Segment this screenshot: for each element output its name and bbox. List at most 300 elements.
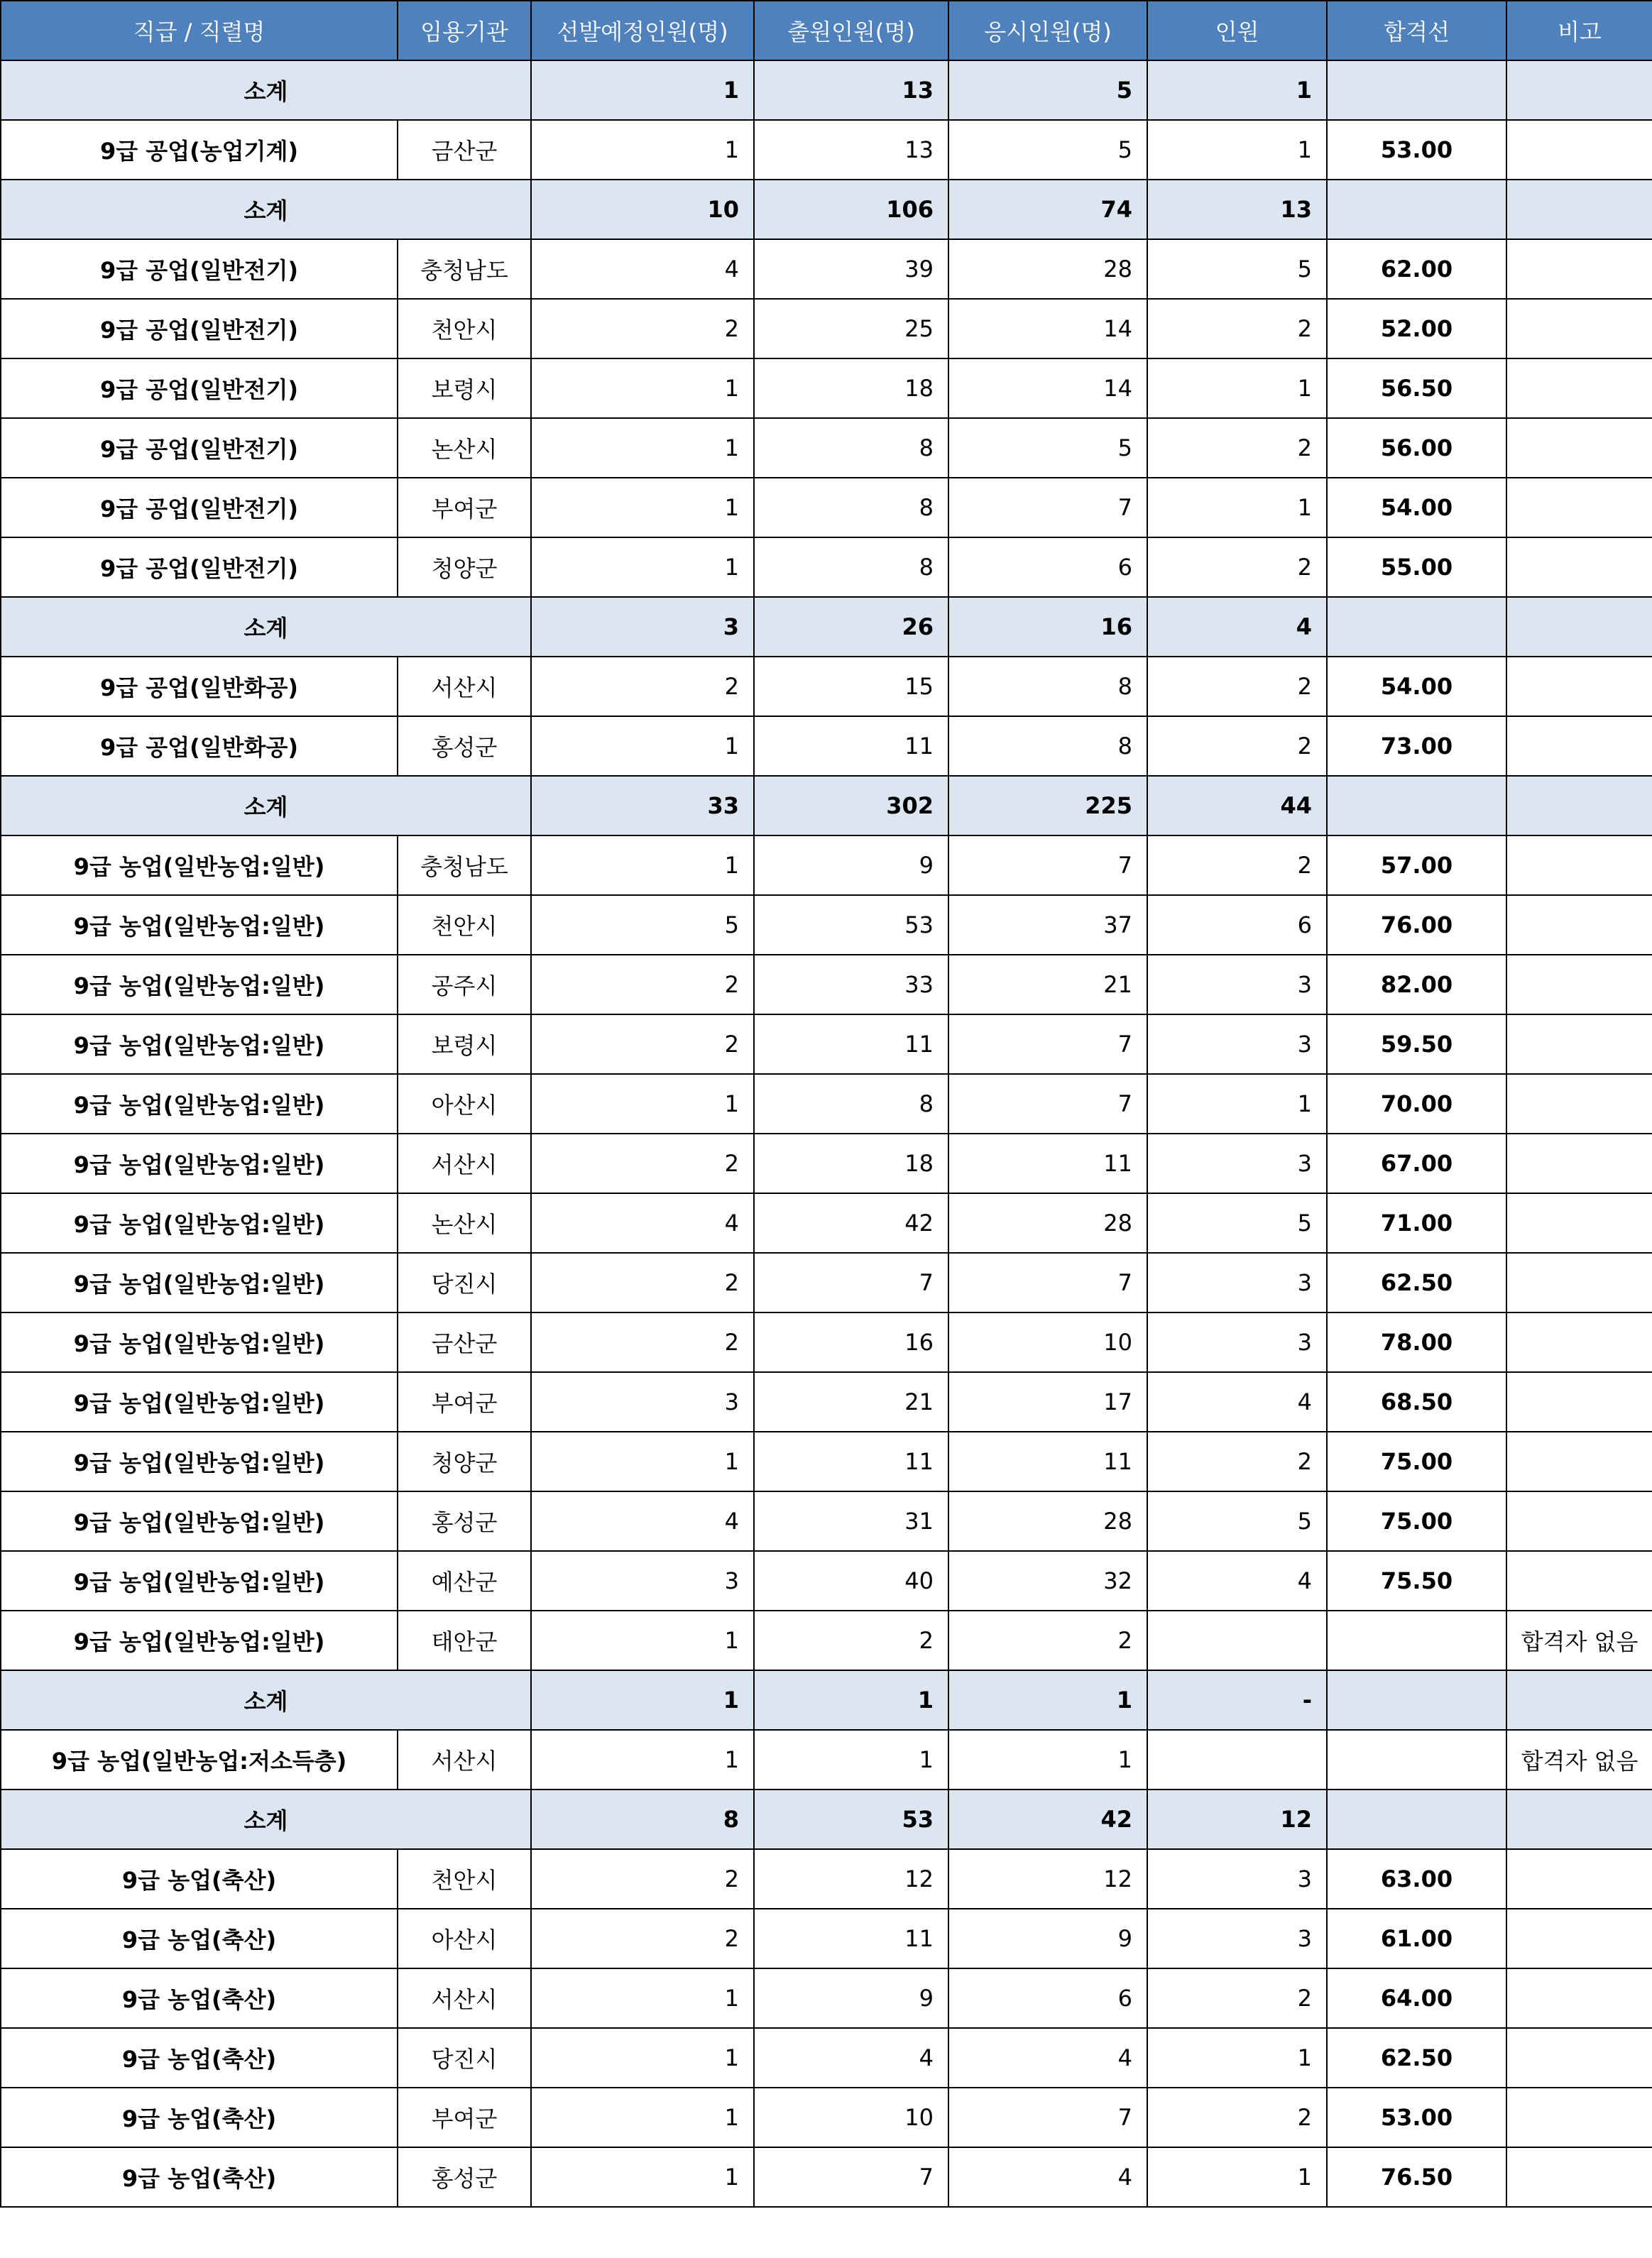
cutoff-cell: 67.00 <box>1327 1134 1506 1193</box>
passed-cell: 5 <box>1147 239 1327 299</box>
note-cell <box>1506 1551 1652 1611</box>
planned-cell: 1 <box>531 478 754 537</box>
note-cell <box>1506 1491 1652 1551</box>
passed-cell: 5 <box>1147 1491 1327 1551</box>
note-cell <box>1506 1909 1652 1968</box>
table-row <box>1 1968 1652 2028</box>
cutoff-cell: 53.00 <box>1327 2088 1506 2147</box>
subtotal-label: 소계 <box>1 1790 531 1849</box>
passed-cell: 2 <box>1147 835 1327 895</box>
planned-cell: 5 <box>531 895 754 955</box>
header-planned: 선발예정인원(명) <box>531 1 754 60</box>
table-row <box>1 2088 1652 2147</box>
cutoff-cell: 76.50 <box>1327 2147 1506 2207</box>
cutoff-cell: 82.00 <box>1327 955 1506 1014</box>
org-cell: 홍성군 <box>398 716 531 776</box>
applied-cell: 7 <box>754 2147 948 2207</box>
table-row <box>1 1134 1652 1193</box>
subtotal-row <box>1 180 1652 239</box>
table-row <box>1 657 1652 716</box>
tested-cell: 8 <box>948 716 1147 776</box>
tested-cell: 74 <box>948 180 1147 239</box>
tested-cell: 28 <box>948 239 1147 299</box>
planned-cell: 2 <box>531 1849 754 1909</box>
applied-cell: 9 <box>754 835 948 895</box>
passed-cell: 3 <box>1147 955 1327 1014</box>
passed-cell: 1 <box>1147 60 1327 120</box>
table-row <box>1 1253 1652 1312</box>
cutoff-cell: 56.50 <box>1327 358 1506 418</box>
passed-cell: 1 <box>1147 1074 1327 1134</box>
table-row <box>1 895 1652 955</box>
position-cell: 9급 공업(일반전기) <box>1 239 398 299</box>
note-cell <box>1506 657 1652 716</box>
position-cell: 9급 농업(일반농업:저소득층) <box>1 1730 398 1790</box>
position-cell: 9급 농업(축산) <box>1 2028 398 2088</box>
table-row <box>1 716 1652 776</box>
cutoff-cell <box>1327 776 1506 835</box>
org-cell: 서산시 <box>398 1134 531 1193</box>
applied-cell: 53 <box>754 1790 948 1849</box>
position-cell: 9급 공업(일반화공) <box>1 716 398 776</box>
cutoff-cell: 55.00 <box>1327 537 1506 597</box>
applied-cell: 4 <box>754 2028 948 2088</box>
org-cell: 서산시 <box>398 657 531 716</box>
org-cell: 금산군 <box>398 1312 531 1372</box>
note-cell <box>1506 2088 1652 2147</box>
table-row <box>1 1491 1652 1551</box>
note-cell <box>1506 1372 1652 1432</box>
table-row <box>1 1372 1652 1432</box>
org-cell: 천안시 <box>398 299 531 358</box>
position-cell: 9급 농업(일반농업:일반) <box>1 1611 398 1670</box>
cutoff-cell: 61.00 <box>1327 1909 1506 1968</box>
passed-cell: 4 <box>1147 1551 1327 1611</box>
note-cell <box>1506 60 1652 120</box>
org-cell: 금산군 <box>398 120 531 180</box>
tested-cell: 28 <box>948 1193 1147 1253</box>
note-cell <box>1506 2028 1652 2088</box>
planned-cell: 2 <box>531 299 754 358</box>
table-row <box>1 955 1652 1014</box>
tested-cell: 6 <box>948 1968 1147 2028</box>
passed-cell: 3 <box>1147 1312 1327 1372</box>
position-cell: 9급 농업(일반농업:일반) <box>1 1134 398 1193</box>
cutoff-cell <box>1327 1790 1506 1849</box>
planned-cell: 2 <box>531 1253 754 1312</box>
org-cell: 공주시 <box>398 955 531 1014</box>
cutoff-cell: 70.00 <box>1327 1074 1506 1134</box>
org-cell: 아산시 <box>398 1074 531 1134</box>
applied-cell: 16 <box>754 1312 948 1372</box>
position-cell: 9급 농업(일반농업:일반) <box>1 1491 398 1551</box>
tested-cell: 17 <box>948 1372 1147 1432</box>
table-row <box>1 239 1652 299</box>
org-cell: 논산시 <box>398 418 531 478</box>
passed-cell: 4 <box>1147 597 1327 657</box>
applied-cell: 26 <box>754 597 948 657</box>
position-cell: 9급 공업(일반전기) <box>1 418 398 478</box>
tested-cell: 42 <box>948 1790 1147 1849</box>
applied-cell: 2 <box>754 1611 948 1670</box>
cutoff-cell: 62.00 <box>1327 239 1506 299</box>
note-cell <box>1506 418 1652 478</box>
tested-cell: 16 <box>948 597 1147 657</box>
org-cell: 홍성군 <box>398 1491 531 1551</box>
cutoff-cell: 53.00 <box>1327 120 1506 180</box>
tested-cell: 21 <box>948 955 1147 1014</box>
planned-cell: 1 <box>531 835 754 895</box>
position-cell: 9급 농업(일반농업:일반) <box>1 895 398 955</box>
subtotal-label: 소계 <box>1 597 531 657</box>
cutoff-cell: 54.00 <box>1327 657 1506 716</box>
subtotal-label: 소계 <box>1 776 531 835</box>
table-row <box>1 1849 1652 1909</box>
cutoff-cell <box>1327 1670 1506 1730</box>
applied-cell: 53 <box>754 895 948 955</box>
note-cell <box>1506 2147 1652 2207</box>
passed-cell: 2 <box>1147 657 1327 716</box>
table-row <box>1 358 1652 418</box>
applied-cell: 1 <box>754 1670 948 1730</box>
position-cell: 9급 농업(축산) <box>1 2088 398 2147</box>
position-cell: 9급 공업(일반화공) <box>1 657 398 716</box>
org-cell: 아산시 <box>398 1909 531 1968</box>
tested-cell: 1 <box>948 1730 1147 1790</box>
table-row <box>1 1611 1652 1670</box>
tested-cell: 7 <box>948 835 1147 895</box>
cutoff-cell: 75.00 <box>1327 1432 1506 1491</box>
cutoff-cell: 78.00 <box>1327 1312 1506 1372</box>
position-cell: 9급 농업(축산) <box>1 2147 398 2207</box>
tested-cell: 6 <box>948 537 1147 597</box>
passed-cell: 1 <box>1147 2028 1327 2088</box>
org-cell: 당진시 <box>398 2028 531 2088</box>
subtotal-label: 소계 <box>1 60 531 120</box>
position-cell: 9급 공업(일반전기) <box>1 478 398 537</box>
passed-cell: 3 <box>1147 1014 1327 1074</box>
header-applied: 출원인원(명) <box>754 1 948 60</box>
tested-cell: 32 <box>948 1551 1147 1611</box>
planned-cell: 1 <box>531 1670 754 1730</box>
position-cell: 9급 공업(일반전기) <box>1 537 398 597</box>
cutoff-cell: 52.00 <box>1327 299 1506 358</box>
tested-cell: 7 <box>948 478 1147 537</box>
applied-cell: 11 <box>754 1014 948 1074</box>
applied-cell: 10 <box>754 2088 948 2147</box>
applied-cell: 7 <box>754 1253 948 1312</box>
applied-cell: 11 <box>754 1909 948 1968</box>
passed-cell: 3 <box>1147 1253 1327 1312</box>
planned-cell: 2 <box>531 1312 754 1372</box>
planned-cell: 3 <box>531 597 754 657</box>
applied-cell: 42 <box>754 1193 948 1253</box>
org-cell: 충청남도 <box>398 239 531 299</box>
planned-cell: 2 <box>531 1134 754 1193</box>
planned-cell: 2 <box>531 1014 754 1074</box>
cutoff-cell <box>1327 180 1506 239</box>
subtotal-row <box>1 1790 1652 1849</box>
note-cell <box>1506 1312 1652 1372</box>
table-row <box>1 120 1652 180</box>
note-cell <box>1506 895 1652 955</box>
applied-cell: 11 <box>754 716 948 776</box>
planned-cell: 1 <box>531 418 754 478</box>
applied-cell: 15 <box>754 657 948 716</box>
applied-cell: 31 <box>754 1491 948 1551</box>
applied-cell: 1 <box>754 1730 948 1790</box>
passed-cell: 2 <box>1147 537 1327 597</box>
org-cell: 논산시 <box>398 1193 531 1253</box>
org-cell: 천안시 <box>398 1849 531 1909</box>
tested-cell: 5 <box>948 418 1147 478</box>
note-cell <box>1506 1968 1652 2028</box>
cutoff-cell <box>1327 1730 1506 1790</box>
position-cell: 9급 농업(축산) <box>1 1909 398 1968</box>
tested-cell: 10 <box>948 1312 1147 1372</box>
tested-cell: 11 <box>948 1432 1147 1491</box>
cutoff-cell: 75.50 <box>1327 1551 1506 1611</box>
tested-cell: 37 <box>948 895 1147 955</box>
table-row <box>1 1074 1652 1134</box>
subtotal-row <box>1 597 1652 657</box>
note-cell: 합격자 없음 <box>1506 1611 1652 1670</box>
position-cell: 9급 농업(일반농업:일반) <box>1 1014 398 1074</box>
note-cell <box>1506 120 1652 180</box>
applied-cell: 25 <box>754 299 948 358</box>
cutoff-cell: 57.00 <box>1327 835 1506 895</box>
passed-cell: 1 <box>1147 2147 1327 2207</box>
planned-cell: 1 <box>531 1968 754 2028</box>
table-row <box>1 835 1652 895</box>
planned-cell: 1 <box>531 2088 754 2147</box>
org-cell: 부여군 <box>398 2088 531 2147</box>
tested-cell: 5 <box>948 120 1147 180</box>
tested-cell: 28 <box>948 1491 1147 1551</box>
tested-cell: 7 <box>948 2088 1147 2147</box>
cutoff-cell: 76.00 <box>1327 895 1506 955</box>
cutoff-cell: 63.00 <box>1327 1849 1506 1909</box>
planned-cell: 33 <box>531 776 754 835</box>
applied-cell: 33 <box>754 955 948 1014</box>
applied-cell: 21 <box>754 1372 948 1432</box>
position-cell: 9급 공업(농업기계) <box>1 120 398 180</box>
passed-cell: 3 <box>1147 1849 1327 1909</box>
applied-cell: 11 <box>754 1432 948 1491</box>
planned-cell: 1 <box>531 716 754 776</box>
applied-cell: 106 <box>754 180 948 239</box>
position-cell: 9급 농업(일반농업:일반) <box>1 1432 398 1491</box>
note-cell <box>1506 180 1652 239</box>
note-cell <box>1506 1134 1652 1193</box>
header-org: 임용기관 <box>398 1 531 60</box>
table-row <box>1 1551 1652 1611</box>
passed-cell: 12 <box>1147 1790 1327 1849</box>
header-cutoff: 합격선 <box>1327 1 1506 60</box>
note-cell: 합격자 없음 <box>1506 1730 1652 1790</box>
passed-cell: 3 <box>1147 1134 1327 1193</box>
applied-cell: 40 <box>754 1551 948 1611</box>
table-row <box>1 1014 1652 1074</box>
planned-cell: 1 <box>531 1074 754 1134</box>
planned-cell: 1 <box>531 2147 754 2207</box>
position-cell: 9급 공업(일반전기) <box>1 299 398 358</box>
header-row <box>1 1 1652 60</box>
subtotal-row <box>1 60 1652 120</box>
org-cell: 천안시 <box>398 895 531 955</box>
cutoff-cell <box>1327 60 1506 120</box>
applied-cell: 9 <box>754 1968 948 2028</box>
note-cell <box>1506 1253 1652 1312</box>
position-cell: 9급 농업(일반농업:일반) <box>1 1551 398 1611</box>
table-row <box>1 299 1652 358</box>
passed-cell: 1 <box>1147 120 1327 180</box>
tested-cell: 4 <box>948 2147 1147 2207</box>
position-cell: 9급 농업(일반농업:일반) <box>1 1253 398 1312</box>
planned-cell: 1 <box>531 60 754 120</box>
passed-cell: 13 <box>1147 180 1327 239</box>
planned-cell: 1 <box>531 1730 754 1790</box>
org-cell: 부여군 <box>398 1372 531 1432</box>
note-cell <box>1506 239 1652 299</box>
note-cell <box>1506 776 1652 835</box>
cutoff-cell: 75.00 <box>1327 1491 1506 1551</box>
cutoff-cell: 59.50 <box>1327 1014 1506 1074</box>
note-cell <box>1506 835 1652 895</box>
org-cell: 홍성군 <box>398 2147 531 2207</box>
tested-cell: 2 <box>948 1611 1147 1670</box>
org-cell: 당진시 <box>398 1253 531 1312</box>
applied-cell: 8 <box>754 1074 948 1134</box>
tested-cell: 5 <box>948 60 1147 120</box>
tested-cell: 4 <box>948 2028 1147 2088</box>
subtotal-row <box>1 776 1652 835</box>
note-cell <box>1506 1432 1652 1491</box>
tested-cell: 9 <box>948 1909 1147 1968</box>
note-cell <box>1506 1670 1652 1730</box>
table-row <box>1 418 1652 478</box>
cutoff-cell: 71.00 <box>1327 1193 1506 1253</box>
planned-cell: 1 <box>531 1432 754 1491</box>
position-cell: 9급 농업(일반농업:일반) <box>1 1074 398 1134</box>
planned-cell: 2 <box>531 1909 754 1968</box>
note-cell <box>1506 478 1652 537</box>
org-cell: 충청남도 <box>398 835 531 895</box>
cutoff-cell <box>1327 597 1506 657</box>
passed-cell: 1 <box>1147 478 1327 537</box>
tested-cell: 14 <box>948 299 1147 358</box>
tested-cell: 11 <box>948 1134 1147 1193</box>
passed-cell: 2 <box>1147 716 1327 776</box>
position-cell: 9급 농업(축산) <box>1 1968 398 2028</box>
header-note: 비고 <box>1506 1 1652 60</box>
table-row <box>1 1312 1652 1372</box>
tested-cell: 7 <box>948 1253 1147 1312</box>
planned-cell: 1 <box>531 120 754 180</box>
note-cell <box>1506 1074 1652 1134</box>
applied-cell: 8 <box>754 418 948 478</box>
passed-cell: 1 <box>1147 358 1327 418</box>
planned-cell: 2 <box>531 657 754 716</box>
applied-cell: 13 <box>754 120 948 180</box>
planned-cell: 3 <box>531 1551 754 1611</box>
planned-cell: 1 <box>531 358 754 418</box>
position-cell: 9급 농업(일반농업:일반) <box>1 1312 398 1372</box>
passed-cell: 4 <box>1147 1372 1327 1432</box>
passed-cell: 6 <box>1147 895 1327 955</box>
position-cell: 9급 농업(일반농업:일반) <box>1 1193 398 1253</box>
passed-cell: 2 <box>1147 1432 1327 1491</box>
applied-cell: 302 <box>754 776 948 835</box>
tested-cell: 8 <box>948 657 1147 716</box>
tested-cell: 7 <box>948 1014 1147 1074</box>
org-cell: 태안군 <box>398 1611 531 1670</box>
passed-cell: - <box>1147 1670 1327 1730</box>
org-cell: 보령시 <box>398 358 531 418</box>
position-cell: 9급 공업(일반전기) <box>1 358 398 418</box>
note-cell <box>1506 1193 1652 1253</box>
passed-cell: 3 <box>1147 1909 1327 1968</box>
note-cell <box>1506 716 1652 776</box>
passed-cell: 2 <box>1147 418 1327 478</box>
planned-cell: 8 <box>531 1790 754 1849</box>
passed-cell <box>1147 1611 1327 1670</box>
applied-cell: 13 <box>754 60 948 120</box>
note-cell <box>1506 955 1652 1014</box>
org-cell: 청양군 <box>398 537 531 597</box>
cutoff-cell: 62.50 <box>1327 1253 1506 1312</box>
planned-cell: 1 <box>531 1611 754 1670</box>
planned-cell: 4 <box>531 1491 754 1551</box>
org-cell: 예산군 <box>398 1551 531 1611</box>
passed-cell <box>1147 1730 1327 1790</box>
subtotal-label: 소계 <box>1 180 531 239</box>
applied-cell: 12 <box>754 1849 948 1909</box>
cutoff-cell: 62.50 <box>1327 2028 1506 2088</box>
planned-cell: 10 <box>531 180 754 239</box>
planned-cell: 3 <box>531 1372 754 1432</box>
cutoff-cell: 54.00 <box>1327 478 1506 537</box>
planned-cell: 1 <box>531 537 754 597</box>
table-row <box>1 2028 1652 2088</box>
passed-cell: 2 <box>1147 2088 1327 2147</box>
planned-cell: 4 <box>531 239 754 299</box>
note-cell <box>1506 597 1652 657</box>
note-cell <box>1506 1849 1652 1909</box>
table-row <box>1 478 1652 537</box>
org-cell: 부여군 <box>398 478 531 537</box>
position-cell: 9급 농업(축산) <box>1 1849 398 1909</box>
position-cell: 9급 농업(일반농업:일반) <box>1 955 398 1014</box>
cutoff-cell: 68.50 <box>1327 1372 1506 1432</box>
subtotal-label: 소계 <box>1 1670 531 1730</box>
applied-cell: 39 <box>754 239 948 299</box>
passed-cell: 44 <box>1147 776 1327 835</box>
tested-cell: 1 <box>948 1670 1147 1730</box>
header-tested: 응시인원(명) <box>948 1 1147 60</box>
org-cell: 서산시 <box>398 1968 531 2028</box>
position-cell: 9급 농업(일반농업:일반) <box>1 1372 398 1432</box>
cutoff-cell: 73.00 <box>1327 716 1506 776</box>
cutoff-cell <box>1327 1611 1506 1670</box>
position-cell: 9급 농업(일반농업:일반) <box>1 835 398 895</box>
tested-cell: 225 <box>948 776 1147 835</box>
org-cell: 청양군 <box>398 1432 531 1491</box>
note-cell <box>1506 537 1652 597</box>
passed-cell: 2 <box>1147 299 1327 358</box>
tested-cell: 14 <box>948 358 1147 418</box>
cutoff-cell: 56.00 <box>1327 418 1506 478</box>
